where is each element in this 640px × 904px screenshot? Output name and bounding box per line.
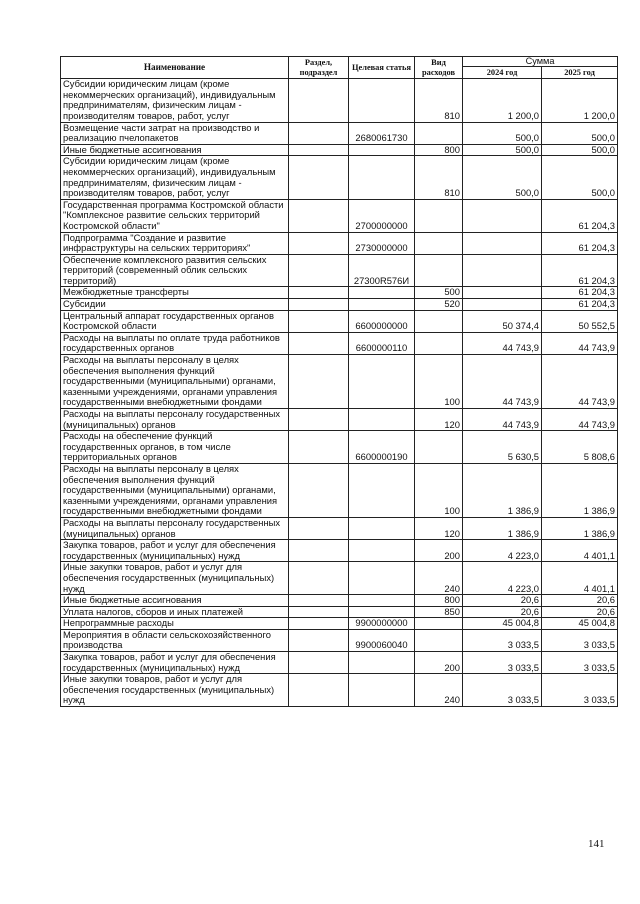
cell-y2025: 20,6	[542, 595, 618, 607]
cell-section	[289, 144, 349, 156]
cell-name: Центральный аппарат государственных органов Костромской области	[61, 310, 289, 332]
cell-y2024: 50 374,4	[463, 310, 542, 332]
cell-article: 6600000190	[349, 431, 415, 464]
cell-y2024: 44 743,9	[463, 332, 542, 354]
table-row	[61, 674, 618, 707]
table-row	[61, 254, 618, 287]
cell-y2024: 44 743,9	[463, 409, 542, 431]
table-row	[61, 652, 618, 674]
cell-type: 800	[415, 595, 463, 607]
cell-article	[349, 299, 415, 311]
cell-type: 200	[415, 652, 463, 674]
cell-name: Расходы на выплаты персоналу государственных (муниципальных) органов	[61, 409, 289, 431]
cell-name: Иные закупки товаров, работ и услуг для обеспечения государственных (муниципальных) нужд	[61, 674, 289, 707]
cell-section	[289, 310, 349, 332]
cell-name: Иные закупки товаров, работ и услуг для обеспечения государственных (муниципальных) нужд	[61, 562, 289, 595]
cell-y2025: 1 200,0	[542, 79, 618, 122]
table-row	[61, 606, 618, 618]
cell-type	[415, 122, 463, 144]
cell-article	[349, 674, 415, 707]
cell-y2024: 500,0	[463, 122, 542, 144]
cell-y2024: 3 033,5	[463, 652, 542, 674]
cell-type	[415, 232, 463, 254]
cell-section	[289, 332, 349, 354]
cell-section	[289, 199, 349, 232]
cell-y2025: 3 033,5	[542, 674, 618, 707]
cell-section	[289, 540, 349, 562]
table-row	[61, 299, 618, 311]
cell-type	[415, 254, 463, 287]
table-row	[61, 332, 618, 354]
cell-section	[289, 287, 349, 299]
cell-name: Субсидии	[61, 299, 289, 311]
cell-y2024: 3 033,5	[463, 629, 542, 651]
cell-name: Мероприятия в области сельскохозяйственного производства	[61, 629, 289, 651]
cell-type: 200	[415, 540, 463, 562]
cell-name: Расходы на выплаты персоналу в целях обеспечения выполнения функций государственными (муниципальными) органами, казенными учреждениями, органами управления государственными внебюджетными фондами	[61, 463, 289, 517]
cell-article	[349, 287, 415, 299]
table-row	[61, 409, 618, 431]
cell-type	[415, 332, 463, 354]
table-row	[61, 517, 618, 539]
cell-y2025: 44 743,9	[542, 355, 618, 409]
cell-y2025: 1 386,9	[542, 517, 618, 539]
cell-section	[289, 409, 349, 431]
cell-type: 810	[415, 79, 463, 122]
header-section: Раздел, подраздел	[289, 57, 349, 79]
cell-article: 6600000110	[349, 332, 415, 354]
table-row	[61, 310, 618, 332]
cell-section	[289, 232, 349, 254]
cell-section	[289, 629, 349, 651]
cell-type: 810	[415, 156, 463, 199]
cell-article: 2700000000	[349, 199, 415, 232]
header-type: Вид расходов	[415, 57, 463, 79]
cell-y2025: 4 401,1	[542, 540, 618, 562]
cell-y2025: 61 204,3	[542, 232, 618, 254]
cell-y2024	[463, 232, 542, 254]
cell-name: Государственная программа Костромской области "Комплексное развитие сельских территорий Костромской области"	[61, 199, 289, 232]
table-row	[61, 287, 618, 299]
header-name: Наименование	[61, 57, 289, 79]
table-row	[61, 431, 618, 464]
cell-article: 27300R576И	[349, 254, 415, 287]
cell-y2025: 3 033,5	[542, 652, 618, 674]
table-row	[61, 595, 618, 607]
cell-type	[415, 199, 463, 232]
table-header	[61, 57, 618, 79]
cell-section	[289, 79, 349, 122]
cell-name: Закупка товаров, работ и услуг для обеспечения государственных (муниципальных) нужд	[61, 540, 289, 562]
cell-y2024	[463, 254, 542, 287]
budget-table	[60, 56, 618, 707]
cell-y2024: 3 033,5	[463, 674, 542, 707]
cell-y2025: 4 401,1	[542, 562, 618, 595]
cell-y2024	[463, 299, 542, 311]
cell-y2024: 500,0	[463, 144, 542, 156]
cell-section	[289, 355, 349, 409]
cell-section	[289, 463, 349, 517]
cell-y2025: 61 204,3	[542, 287, 618, 299]
cell-section	[289, 674, 349, 707]
cell-article	[349, 652, 415, 674]
cell-name: Возмещение части затрат на производство и реализацию пчелопакетов	[61, 122, 289, 144]
cell-y2025: 44 743,9	[542, 409, 618, 431]
cell-section	[289, 606, 349, 618]
cell-y2024	[463, 287, 542, 299]
cell-type: 240	[415, 562, 463, 595]
cell-y2024: 4 223,0	[463, 540, 542, 562]
cell-section	[289, 156, 349, 199]
table-row	[61, 629, 618, 651]
cell-name: Расходы на выплаты персоналу государственных (муниципальных) органов	[61, 517, 289, 539]
table-row	[61, 562, 618, 595]
cell-name: Расходы на выплаты персоналу в целях обеспечения выполнения функций государственными (муниципальными) органами, казенными учреждениями, органами управления государственными внебюджетными фондами	[61, 355, 289, 409]
cell-article: 9900060040	[349, 629, 415, 651]
cell-type: 100	[415, 463, 463, 517]
cell-y2025: 500,0	[542, 144, 618, 156]
cell-y2024: 1 386,9	[463, 463, 542, 517]
cell-name: Субсидии юридическим лицам (кроме некоммерческих организаций), индивидуальным предпринимателям, физическим лицам - производителям товаров, работ, услуг	[61, 156, 289, 199]
cell-type: 800	[415, 144, 463, 156]
cell-name: Межбюджетные трансферты	[61, 287, 289, 299]
cell-type	[415, 629, 463, 651]
table-row	[61, 144, 618, 156]
cell-name: Субсидии юридическим лицам (кроме некоммерческих организаций), индивидуальным предпринимателям, физическим лицам - производителям товаров, работ, услуг	[61, 79, 289, 122]
cell-y2024: 4 223,0	[463, 562, 542, 595]
cell-article	[349, 517, 415, 539]
cell-article: 9900000000	[349, 618, 415, 630]
cell-type: 240	[415, 674, 463, 707]
cell-y2025: 500,0	[542, 122, 618, 144]
cell-name: Расходы на обеспечение функций государственных органов, в том числе территориальных органов	[61, 431, 289, 464]
cell-section	[289, 299, 349, 311]
table-row	[61, 463, 618, 517]
cell-type: 850	[415, 606, 463, 618]
cell-type: 520	[415, 299, 463, 311]
cell-section	[289, 562, 349, 595]
cell-article	[349, 606, 415, 618]
cell-y2025: 3 033,5	[542, 629, 618, 651]
cell-article	[349, 156, 415, 199]
header-year-2024: 2024 год	[463, 67, 542, 79]
cell-y2025: 5 808,6	[542, 431, 618, 464]
table-row	[61, 79, 618, 122]
cell-y2025: 61 204,3	[542, 254, 618, 287]
header-sum: Сумма	[463, 57, 618, 67]
cell-type	[415, 431, 463, 464]
cell-y2025: 45 004,8	[542, 618, 618, 630]
cell-section	[289, 254, 349, 287]
cell-y2024	[463, 199, 542, 232]
cell-y2024: 44 743,9	[463, 355, 542, 409]
cell-name: Расходы на выплаты по оплате труда работников государственных органов	[61, 332, 289, 354]
cell-section	[289, 595, 349, 607]
cell-name: Закупка товаров, работ и услуг для обеспечения государственных (муниципальных) нужд	[61, 652, 289, 674]
cell-y2025: 44 743,9	[542, 332, 618, 354]
cell-article	[349, 562, 415, 595]
cell-y2025: 1 386,9	[542, 463, 618, 517]
cell-y2024: 1 386,9	[463, 517, 542, 539]
cell-section	[289, 431, 349, 464]
table-row	[61, 199, 618, 232]
cell-y2025: 20,6	[542, 606, 618, 618]
cell-name: Подпрограмма "Создание и развитие инфраструктуры на сельских территориях"	[61, 232, 289, 254]
cell-section	[289, 122, 349, 144]
cell-y2025: 50 552,5	[542, 310, 618, 332]
cell-type	[415, 310, 463, 332]
cell-y2024: 20,6	[463, 606, 542, 618]
table-row	[61, 540, 618, 562]
table-row	[61, 618, 618, 630]
cell-article	[349, 595, 415, 607]
cell-name: Обеспечение комплексного развития сельских территорий (современный облик сельских территорий)	[61, 254, 289, 287]
cell-name: Уплата налогов, сборов и иных платежей	[61, 606, 289, 618]
cell-type: 120	[415, 409, 463, 431]
cell-y2025: 61 204,3	[542, 299, 618, 311]
cell-article	[349, 79, 415, 122]
cell-article	[349, 540, 415, 562]
cell-article: 2730000000	[349, 232, 415, 254]
cell-name: Иные бюджетные ассигнования	[61, 595, 289, 607]
cell-name: Иные бюджетные ассигнования	[61, 144, 289, 156]
cell-type: 500	[415, 287, 463, 299]
cell-y2024: 500,0	[463, 156, 542, 199]
cell-article	[349, 355, 415, 409]
header-year-2025: 2025 год	[542, 67, 618, 79]
cell-article	[349, 144, 415, 156]
cell-section	[289, 652, 349, 674]
cell-y2024: 45 004,8	[463, 618, 542, 630]
table-row	[61, 122, 618, 144]
cell-name: Непрограммные расходы	[61, 618, 289, 630]
cell-y2024: 20,6	[463, 595, 542, 607]
cell-section	[289, 618, 349, 630]
table-row	[61, 355, 618, 409]
table-row	[61, 232, 618, 254]
cell-section	[289, 517, 349, 539]
cell-type	[415, 618, 463, 630]
table-body	[61, 79, 618, 707]
cell-article	[349, 409, 415, 431]
header-article: Целевая статья	[349, 57, 415, 79]
cell-type: 120	[415, 517, 463, 539]
cell-article: 6600000000	[349, 310, 415, 332]
cell-y2025: 61 204,3	[542, 199, 618, 232]
table-row	[61, 156, 618, 199]
cell-article	[349, 463, 415, 517]
cell-y2024: 1 200,0	[463, 79, 542, 122]
cell-article: 2680061730	[349, 122, 415, 144]
page-number: 141	[588, 838, 605, 850]
cell-y2024: 5 630,5	[463, 431, 542, 464]
cell-type: 100	[415, 355, 463, 409]
cell-y2025: 500,0	[542, 156, 618, 199]
